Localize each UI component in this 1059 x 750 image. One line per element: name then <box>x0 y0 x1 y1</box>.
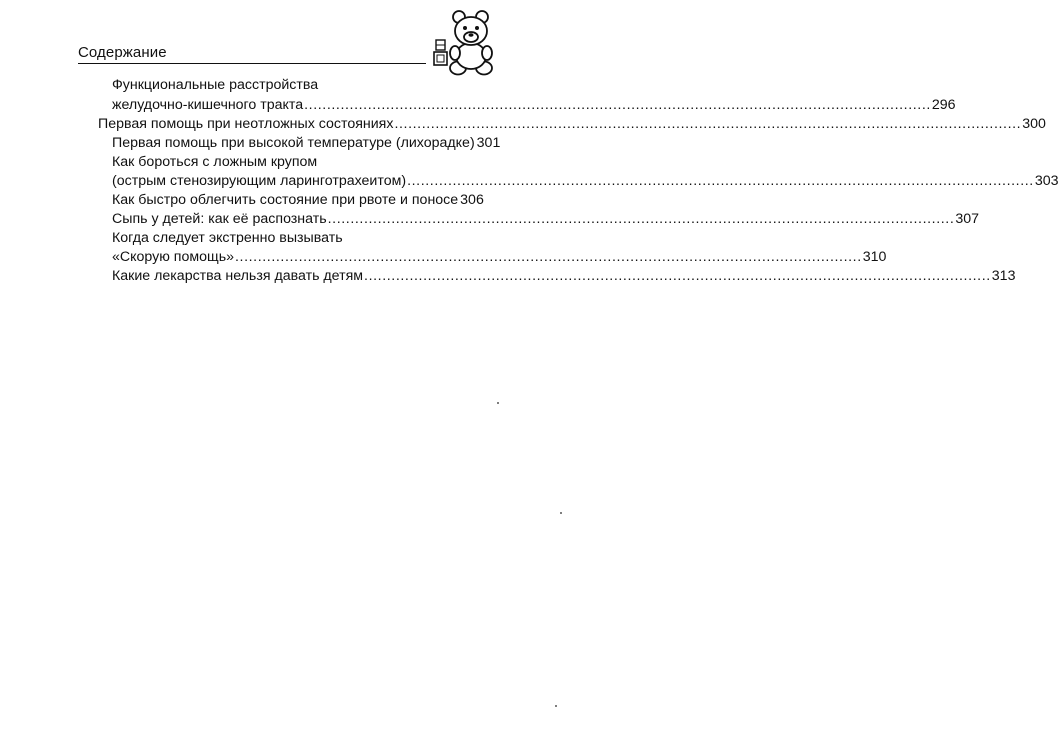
toc-page-number: 307 <box>955 211 980 227</box>
toc-entry-1-line1: Функциональные расстройства <box>112 77 319 93</box>
toc-entry-5 <box>112 191 484 209</box>
toc-leader-dots: .......................................................................................................................................... <box>327 211 955 227</box>
toc-entry-title: Как быстро облегчить состояние при рвоте и поносе <box>112 192 459 208</box>
toc-entry-3 <box>112 134 501 152</box>
toc-entry-2 <box>98 115 1046 133</box>
toc-page-number: 301 <box>476 135 501 151</box>
toc-entry-4 <box>112 172 1059 190</box>
toc-leader-dots: .......................................................................................................................................... <box>394 116 1022 132</box>
toc-entry-title: «Скорую помощь» <box>112 249 234 265</box>
toc-page-number: 296 <box>931 97 956 113</box>
toc-entry-7-line1: Когда следует экстренно вызывать <box>112 230 343 246</box>
toc-page-number: 313 <box>991 268 1016 284</box>
running-head-title: Содержание <box>78 44 167 61</box>
toc-page-number: 300 <box>1022 116 1046 132</box>
toc-entry-title: Сыпь у детей: как её распознать <box>112 211 327 227</box>
toc-entry-title: Первая помощь при высокой температуре (лихорадке) <box>112 135 475 151</box>
toc-entry-title: (острым стенозирующим ларинготрахеитом) <box>112 173 407 189</box>
toc-entry-4-line1: Как бороться с ложным крупом <box>112 154 318 170</box>
toc-leader-dots: .......................................................................................................................................... <box>407 173 1034 189</box>
toc-leader-dots: .......................................................................................................................................... <box>364 268 991 284</box>
header-rule <box>78 63 426 64</box>
toc-entry-1 <box>112 96 956 114</box>
toc-entry-title: желудочно-кишечного тракта <box>112 97 304 113</box>
toc-entry-7 <box>112 248 887 266</box>
toc-entry-title: Какие лекарства нельзя давать детям <box>112 268 364 284</box>
toc-page-number: 306 <box>460 192 484 208</box>
toc-page-number: 303 <box>1034 173 1059 189</box>
toc-leader-dots: .......................................................................................................................................... <box>234 249 862 265</box>
toc-entry-6 <box>112 210 980 228</box>
teddy-bear-icon <box>426 8 496 78</box>
toc-page-number: 310 <box>862 249 887 265</box>
toc-leader-dots: .......................................................................................................................................... <box>304 97 931 113</box>
toc-entry-8 <box>112 267 1016 285</box>
toc-entry-title: Первая помощь при неотложных состояниях <box>98 116 394 132</box>
